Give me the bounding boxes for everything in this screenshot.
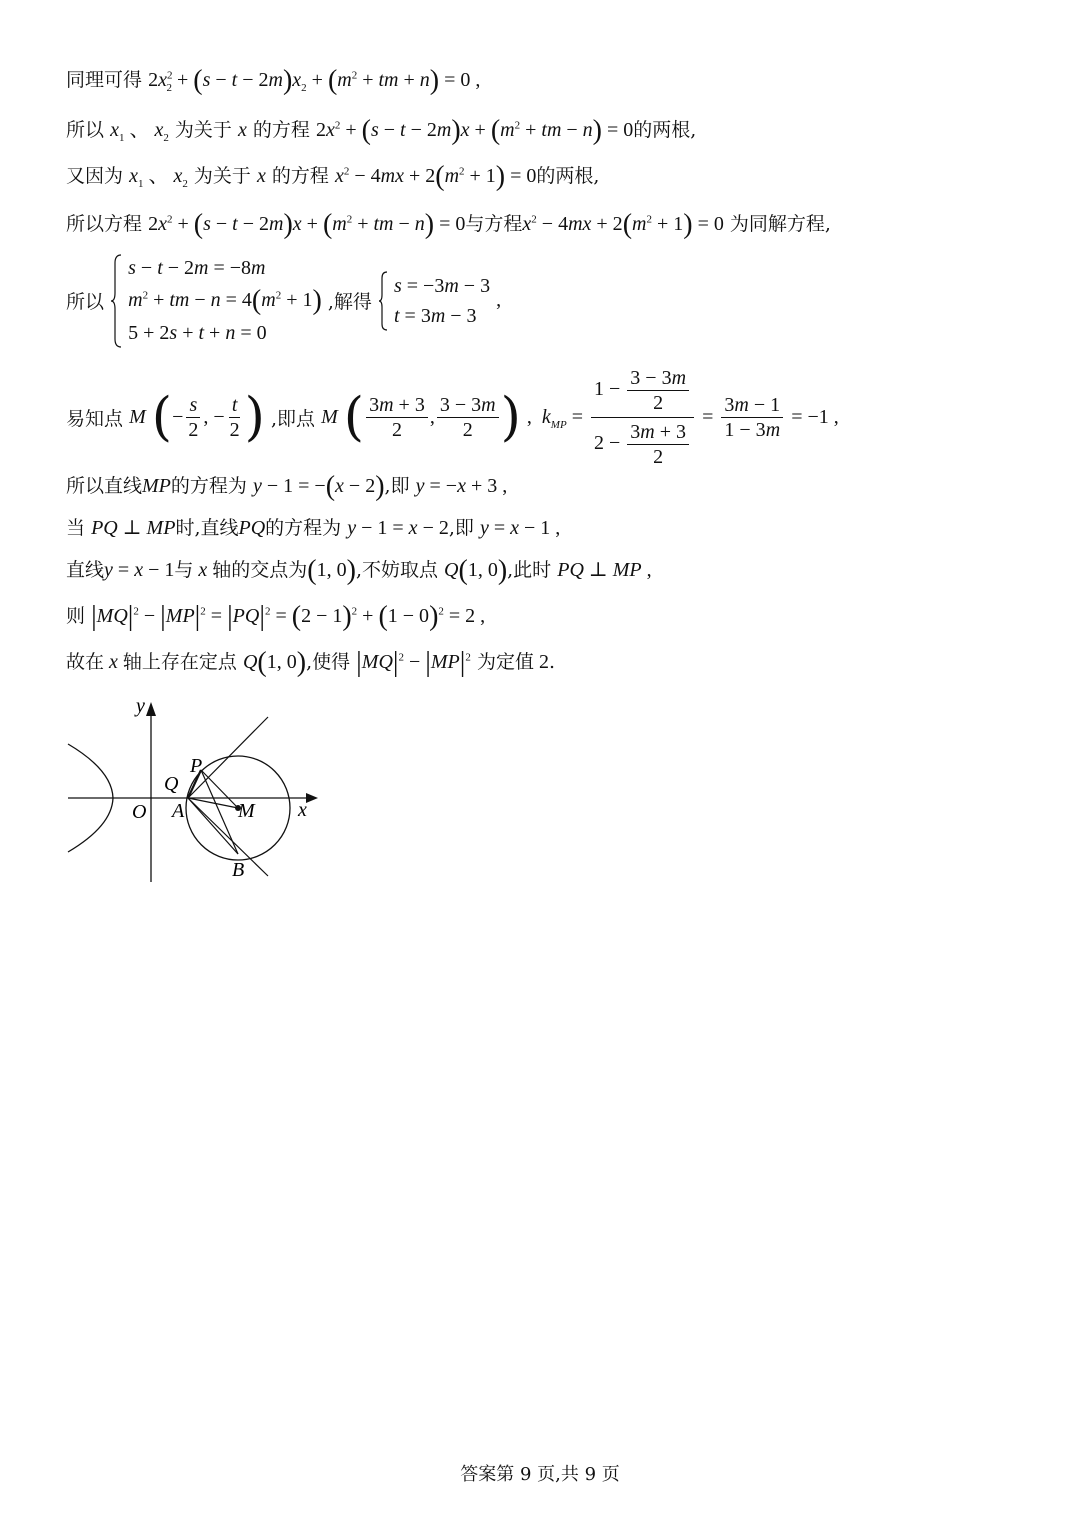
- x-axis-arrow-icon: [306, 793, 318, 803]
- y-axis-arrow-icon: [146, 702, 156, 716]
- label-q: Q: [164, 773, 179, 795]
- left-brace-icon: [110, 253, 122, 349]
- label-p: P: [190, 755, 203, 777]
- line-through-b: [188, 798, 268, 876]
- geometry-figure: [60, 690, 340, 890]
- solution-line-9: 直线y = x − 1与 x 轴的交点为(1, 0),不妨取点 Q(1, 0),此时 PQ ⊥ MP ,: [66, 555, 652, 586]
- label-y: y: [136, 695, 145, 717]
- solution-line-4: 所以方程 $2x^2 + (s - t - 2m)x + (m^2$ + tm − n) = 0与方程$x^2 - 4mx + 2(m^2 + 1) = 0$ 为同解方程,: [66, 209, 831, 240]
- label-o: O: [132, 801, 147, 823]
- label-a: A: [172, 800, 185, 822]
- left-brace-icon: [378, 270, 388, 332]
- solution-line-11: 故在 x 轴上存在定点 Q(1, 0),使得 $|MQ|^2 - |MP|^2$ 为定值 2.: [66, 647, 555, 678]
- segment-pb: [201, 770, 238, 854]
- solution-line-8: 当 PQ ⊥ MP时,直线PQ的方程为 y − 1 = x − 2,即 y = x − 1 ,: [66, 517, 561, 539]
- solution-line-6: 易知点 M (− $\frac{s}{2}$ , − $\frac{t}{2}$ ) ,即点 M ( $\frac{3m + 3}{2}$ , $\frac{3 - 3m}{2}$ ) , $k_{MP}$ = 1 − $\frac{3 - 3m}{2}$ 2 − $\frac{3m + 3}{2}$ = $\frac{3m - 1}{1 - 3m}$ = −1 ,: [66, 367, 839, 468]
- label-m: M: [238, 800, 255, 822]
- page-footer: 答案第 9 页,共 9 页: [460, 1464, 620, 1485]
- solution-line-7: 所以直线MP的方程为 y − 1 = −(x − 2),即 y = −x + 3 ,: [66, 471, 508, 502]
- solution-line-1: 同理可得 $2x^2_2 + (s - t - 2m)x_2 + (m^2$ + tm + n) = 0 ,: [66, 65, 481, 96]
- solution-line-5: 所以 s − t − 2m = −8m $m^2$ + tm − $n = 4(m^2 + 1)$ 5 + 2s + t + n = 0 ,解得 s = −3m − 3 t = 3m − 3 ,: [66, 252, 501, 349]
- solution-line-2: 所以 $x_1$ 、 $x_2$ 为关于 x 的方程 $2x^2 + (s - t - 2m)x + (m^2$ + tm − n) = 0的两根,: [66, 115, 697, 146]
- equation-system: s − t − 2m = −8m $m^2$ + tm − $n = 4(m^2 + 1)$ 5 + 2s + t + n = 0: [128, 257, 322, 344]
- label-x: x: [298, 799, 307, 821]
- label-b: B: [232, 859, 245, 881]
- solution-line-3: 又因为 $x_1$ 、 $x_2$ 为关于 x 的方程 $x^2 - 4mx + 2(m^2 + 1) = 0$的两根,: [66, 161, 600, 192]
- solution-line-10: 则 $|MQ|^2 - |MP|^2 = |PQ|^2 = (2 - 1)^2 + (1 - 0)^2 = 2$ ,: [66, 601, 486, 632]
- solution-system: s = −3m − 3 t = 3m − 3: [393, 274, 491, 327]
